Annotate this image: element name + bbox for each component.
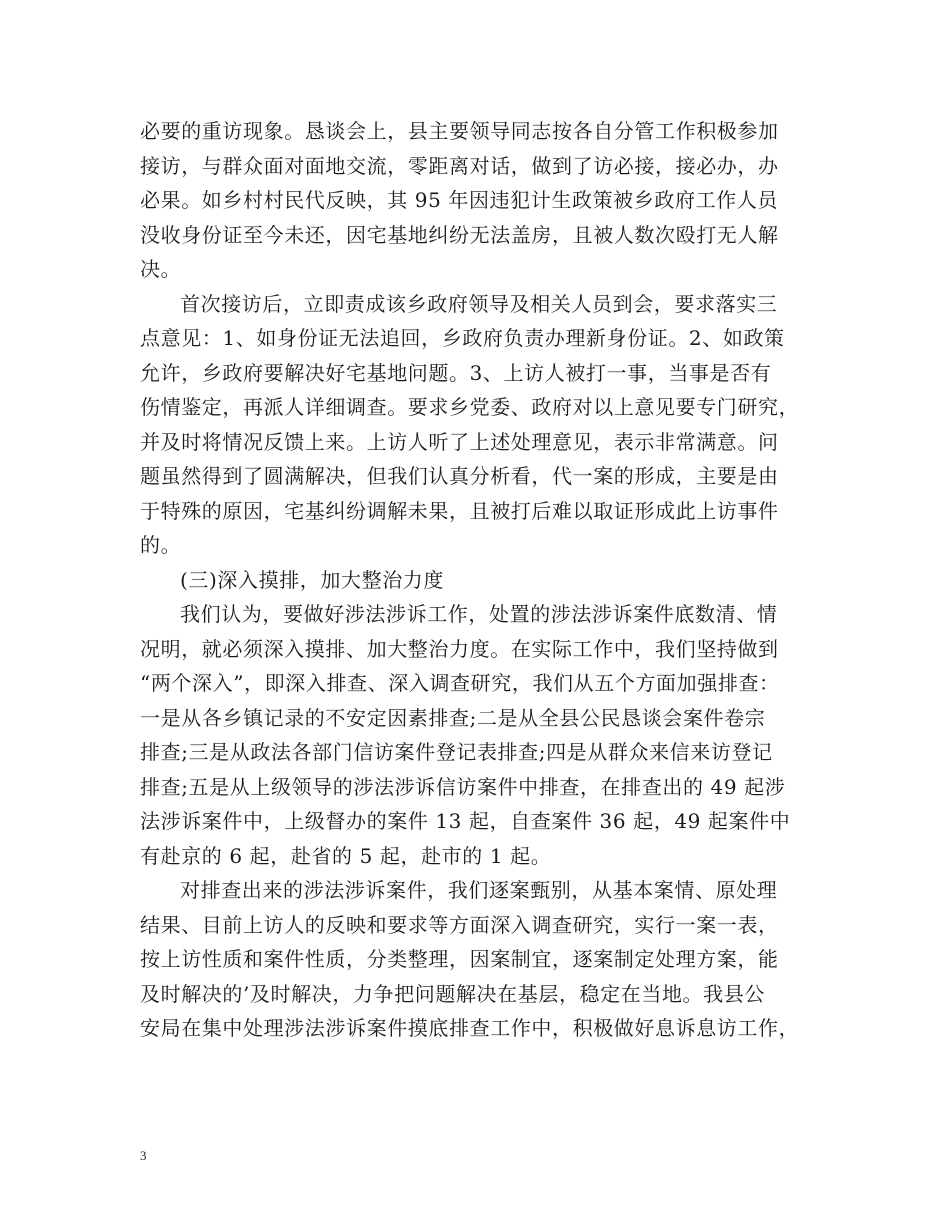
page-number: 3 (140, 1148, 147, 1163)
text-line: 没收身份证至今未还，因宅基地纠纷无法盖房，且被人数次殴打无人解 (140, 222, 779, 247)
text-line: 必要的重访现象。恳谈会上，县主要领导同志按各自分管工作积极参加 (140, 119, 779, 143)
text-line: 于特殊的原因，宅基纠纷调解未果，且被打后难以取证形成此上访事件 (140, 498, 779, 523)
text-line: (三)深入摸排，加大整治力度 (180, 567, 445, 592)
text-line: 接访，与群众面对面地交流，零距离对话，做到了访必接，接必办，办 (140, 153, 779, 178)
text-line: 点意见：1、如身份证无法追回，乡政府负责办理新身份证。2、如政策 (140, 326, 785, 350)
text-line: 法涉诉案件中，上级督办的案件 13 起，自查案件 36 起，49 起案件中 (140, 809, 791, 833)
body-paragraph (140, 873, 812, 1046)
text-line: 题虽然得到了圆满解决，但我们认真分析看，代一案的形成，主要是由 (140, 464, 779, 488)
text-line: “两个深入”，即深入排查、深入调查研究，我们从五个方面加强排查： (140, 671, 780, 695)
text-line: 及时解决的’及时解决，力争把问题解决在基层，稳定在当地。我县公 (140, 981, 765, 1006)
body-paragraph (140, 287, 812, 563)
section-heading (140, 563, 812, 598)
text-line: 伤情鉴定，再派人详细调查。要求乡党委、政府对以上意见要专门研究， (140, 395, 800, 419)
text-line: 安局在集中处理涉法涉诉案件摸底排查工作中，积极做好息诉息访工作， (140, 1016, 800, 1040)
text-line: 排查;五是从上级领导的涉法涉诉信访案件中排查，在排查出的 49 起涉 (140, 774, 786, 799)
text-line: 我们认为，要做好涉法涉诉工作，处置的涉法涉诉案件底数清、情 (180, 602, 778, 626)
text-line: 结果、目前上访人的反映和要求等方面深入调查研究，实行一案一表， (140, 912, 779, 937)
text-line: 按上访性质和案件性质，分类整理，因案制宜，逐案制定处理方案，能 (140, 947, 779, 971)
text-line: 的。 (140, 533, 182, 557)
body-paragraph (140, 597, 812, 873)
document-body (140, 114, 812, 1046)
text-line: 决。 (140, 257, 182, 281)
text-line: 必果。如乡村村民代反映，其 95 年因违犯计生政策被乡政府工作人员 (140, 188, 778, 212)
text-line: 况明，就必须深入摸排、加大整治力度。在实际工作中，我们坚持做到 (140, 636, 779, 661)
text-line: 有赴京的 6 起，赴省的 5 起，赴市的 1 起。 (140, 843, 552, 868)
text-line: 允许，乡政府要解决好宅基地问题。3、上访人被打一事，当事是否有 (140, 360, 772, 385)
text-line: 排查;三是从政法各部门信访案件登记表排查;四是从群众来信来访登记 (140, 740, 773, 764)
text-line: 对排查出来的涉法涉诉案件，我们逐案甄别，从基本案情、原处理 (180, 878, 778, 902)
text-line: 首次接访后，立即责成该乡政府领导及相关人员到会，要求落实三 (180, 291, 778, 316)
body-paragraph (140, 114, 812, 287)
text-line: 一是从各乡镇记录的不安定因素排查;二是从全县公民恳谈会案件卷宗 (140, 705, 766, 730)
text-line: 并及时将情况反馈上来。上访人听了上述处理意见，表示非常满意。问 (140, 429, 779, 454)
